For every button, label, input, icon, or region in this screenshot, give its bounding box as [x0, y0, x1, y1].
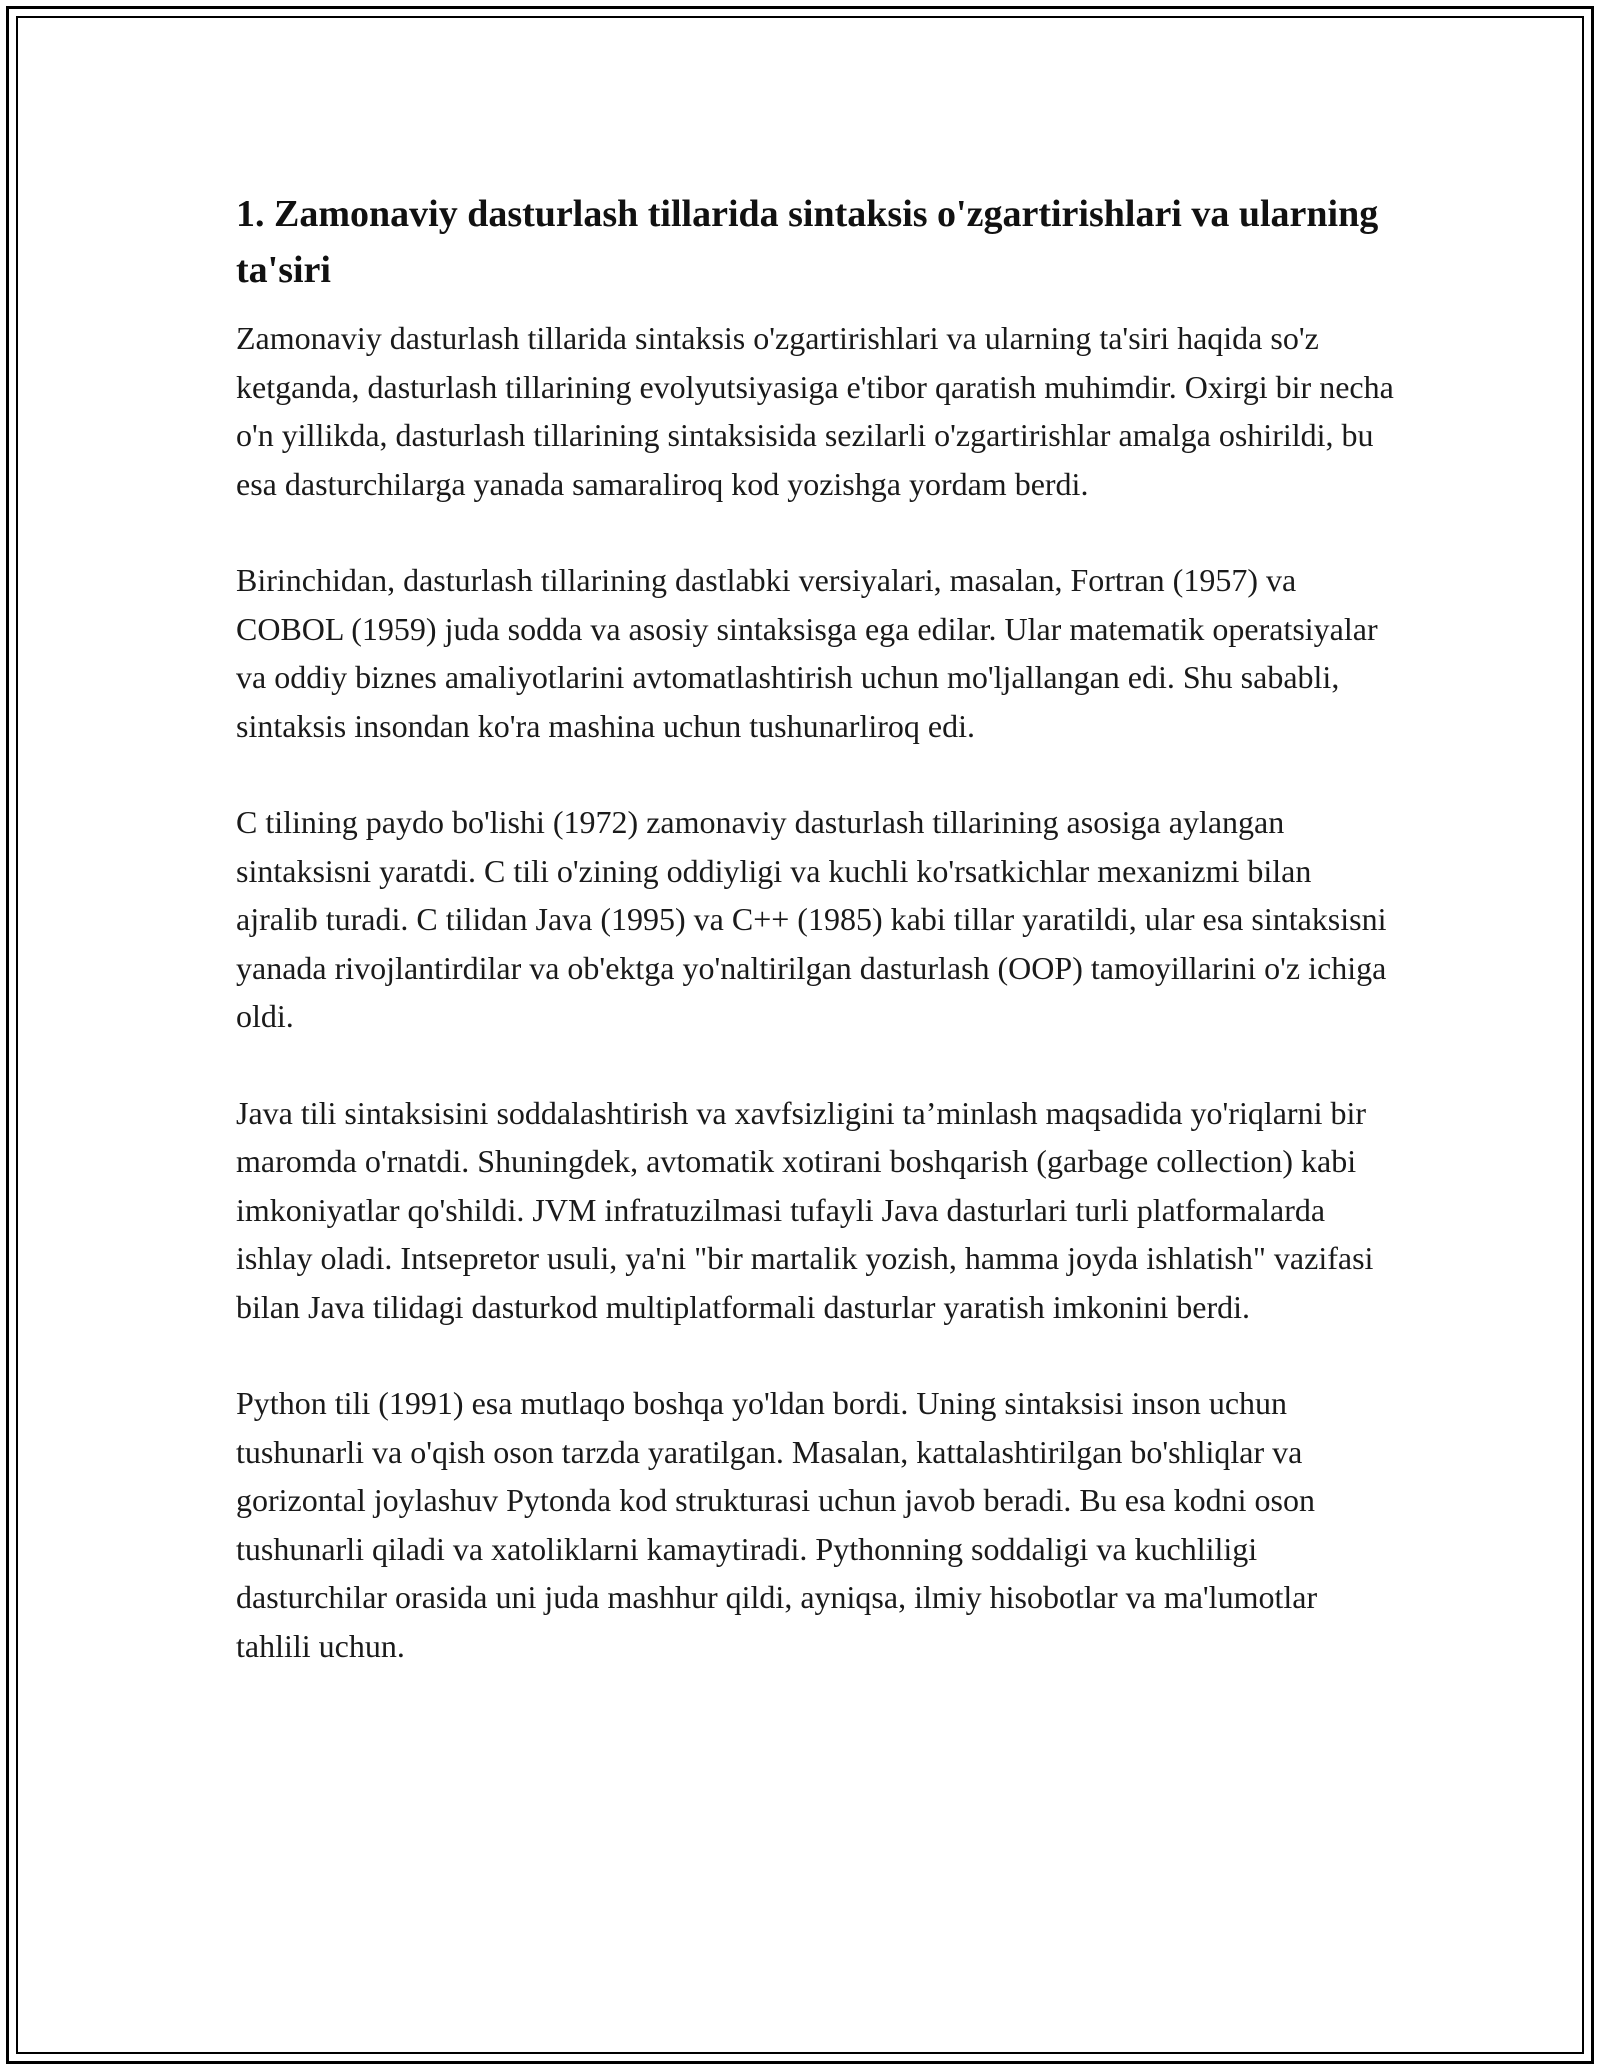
- paragraph-python-language: Python tili (1991) esa mutlaqo boshqa yo'ldan bordi. Uning sintaksisi inson uchun tushunarli va o'qish oson tarzda yaratilgan. Masalan, kattalashtirilgan bo'shliqlar va gorizontal joylashuv Pytonda kod strukturasi uchun javob beradi. Bu esa kodni oson tushunarli qiladi va xatoliklarni kamaytiradi. Pythonning soddaligi va kuchliligi dasturchilar orasida uni juda mashhur qildi, ayniqsa, ilmiy hisobotlar va ma'lumotlar tahlili uchun.: [236, 1385, 1318, 1664]
- paragraph-c-language: C tilining paydo bo'lishi (1972) zamonaviy dasturlash tillarining asosiga aylangan sintaksisni yaratdi. C tili o'zining oddiyligi va kuchli ko'rsatkichlar mexanizmi bilan ajralib turadi. C tilidan Java (1995) va C++ (1985) kabi tillar yaratildi, ular esa sintaksisni yanada rivojlantirdilar va ob'ektga yo'naltirilgan dasturlash (OOP) tamoyillarini o'z ichiga oldi.: [236, 804, 1387, 1034]
- paragraph-intro: Zamonaviy dasturlash tillarida sintaksis o'zgartirishlari va ularning ta'siri haqida so'z ketganda, dasturlash tillarining evolyutsiyasiga e'tibor qaratish muhimdir. Oxirgi bir necha o'n yillikda, dasturlash tillarining sintaksisida sezilarli o'zgartirishlar amalga oshirildi, bu esa dasturchilarga yanada samaraliroq kod yozishga yordam berdi.: [236, 320, 1394, 502]
- section-heading: 1. Zamonaviy dasturlash tillarida sintaksis o'zgartirishlari va ularning ta'siri: [236, 193, 1379, 291]
- paragraph-java-language: Java tili sintaksisini soddalashtirish va xavfsizligini ta’minlash maqsadida yo'riqlarni bir maromda o'rnatdi. Shuningdek, avtomatik xotirani boshqarish (garbage collection) kabi imkoniyatlar qo'shildi. JVM infratuzilmasi tufayli Java dasturlari turli platformalarda ishlay oladi. Intsepretor usuli, ya'ni "bir martalik yozish, hamma joyda ishlatish" vazifasi bilan Java tilidagi dasturkod multiplatformali dasturlar yaratish imkonini berdi.: [236, 1094, 1374, 1325]
- paragraph-early-languages: Birinchidan, dasturlash tillarining dastlabki versiyalari, masalan, Fortran (1957) va COBOL (1959) juda sodda va asosiy sintaksisga ega edilar. Ular matematik operatsiyalar va oddiy biznes amaliyotlarini avtomatlashtirish uchun mo'ljallangan edi. Shu sababli, sintaksis insondan ko'ra mashina uchun tushunarliroq edi.: [236, 562, 1378, 744]
- document-body: [236, 186, 1396, 1718]
